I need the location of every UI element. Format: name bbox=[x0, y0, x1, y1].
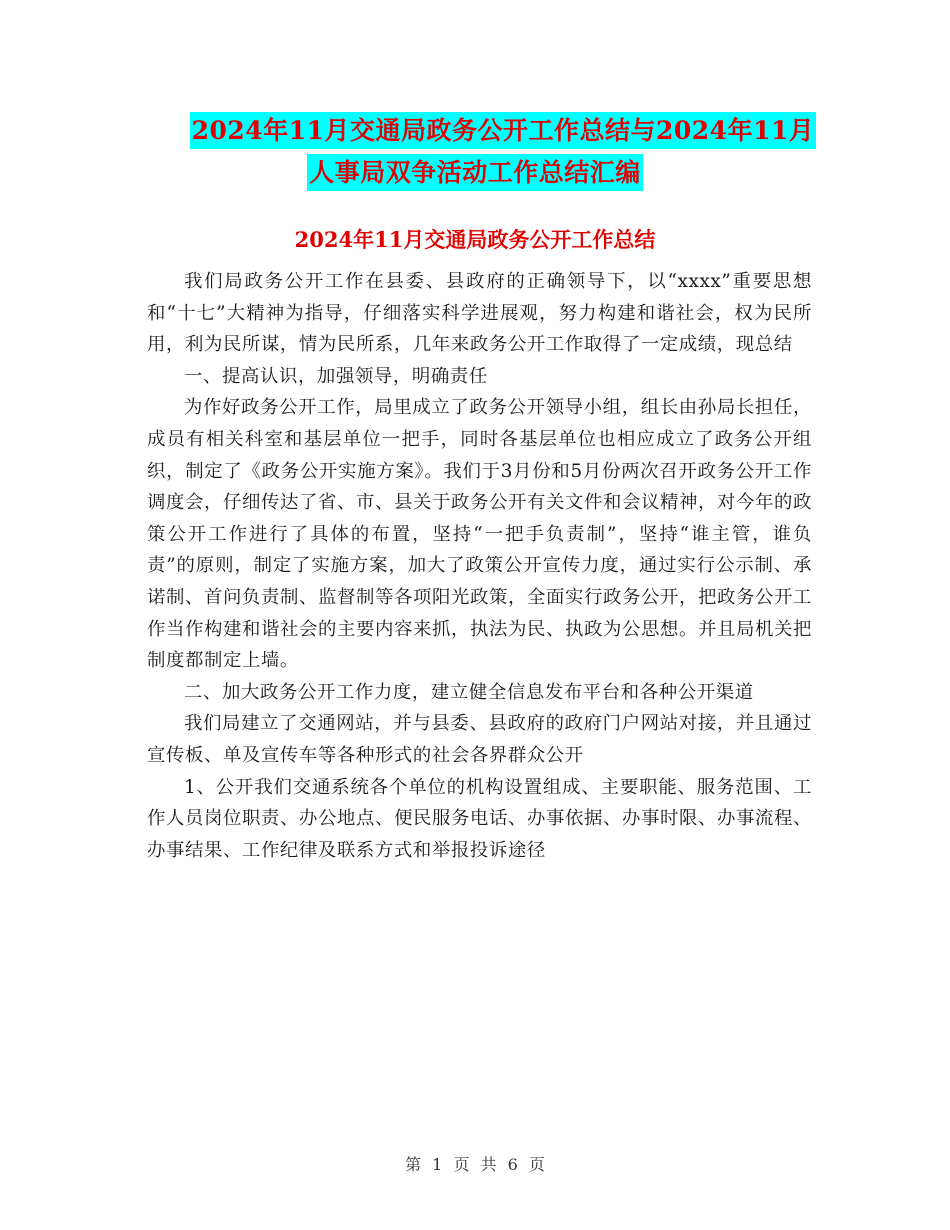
document-title-line-2 bbox=[0, 158, 950, 188]
paragraph: 二、加大政务公开工作力度，建立健全信息发布平台和各种公开渠道 bbox=[184, 681, 754, 703]
paragraph: 一、提高认识，加强领导，明确责任 bbox=[184, 365, 488, 387]
section-title: 2024年11月交通局政务公开工作总结 bbox=[294, 227, 656, 252]
document-title-text-1: 2024年11月交通局政务公开工作总结与2024年11月 bbox=[190, 112, 817, 149]
document-title-text-2: 人事局双争活动工作总结汇编 bbox=[307, 154, 643, 191]
document-body bbox=[147, 266, 812, 866]
document-title-line-1 bbox=[28, 116, 950, 146]
paragraph: 我们局建立了交通网站，并与县委、县政府的政府门户网站对接，并且通过宣传板、单及宣传车等各种形式的社会各界群众公开 bbox=[147, 713, 812, 766]
paragraph: 为作好政务公开工作，局里成立了政务公开领导小组，组长由孙局长担任，成员有相关科室和基层单位一把手，同时各基层单位也相应成立了政务公开组织，制定了《政务公开实施方案》。我们于3月份和5月份两次召开政务公开工作调度会，仔细传达了省、市、县关于政务公开有关文件和会议精神，对今年的政策公开工作进行了具体的布置，坚持“一把手负责制”，坚持“谁主管，谁负责”的原则，制定了实施方案，加大了政策公开宣传力度，通过实行公示制、承诺制、首问负责制、监督制等各项阳光政策，全面实行政务公开，把政务公开工作当作构建和谐社会的主要内容来抓，执法为民、执政为公思想。并且局机关把制度都制定上墙。 bbox=[147, 397, 812, 672]
paragraph: 1、公开我们交通系统各个单位的机构设置组成、主要职能、服务范围、工作人员岗位职责、办公地点、便民服务电话、办事依据、办事时限、办事流程、办事结果、工作纪律及联系方式和举报投诉途径 bbox=[147, 776, 812, 861]
page-footer: 第 1 页 共 6 页 bbox=[405, 1155, 545, 1174]
paragraph: 我们局政务公开工作在县委、县政府的正确领导下，以“xxxx”重要思想和“十七”大精神为指导，仔细落实科学进展观，努力构建和谐社会，权为民所用，利为民所谋，情为民所系，几年来政务公开工作取得了一定成绩，现总结 bbox=[147, 271, 812, 356]
